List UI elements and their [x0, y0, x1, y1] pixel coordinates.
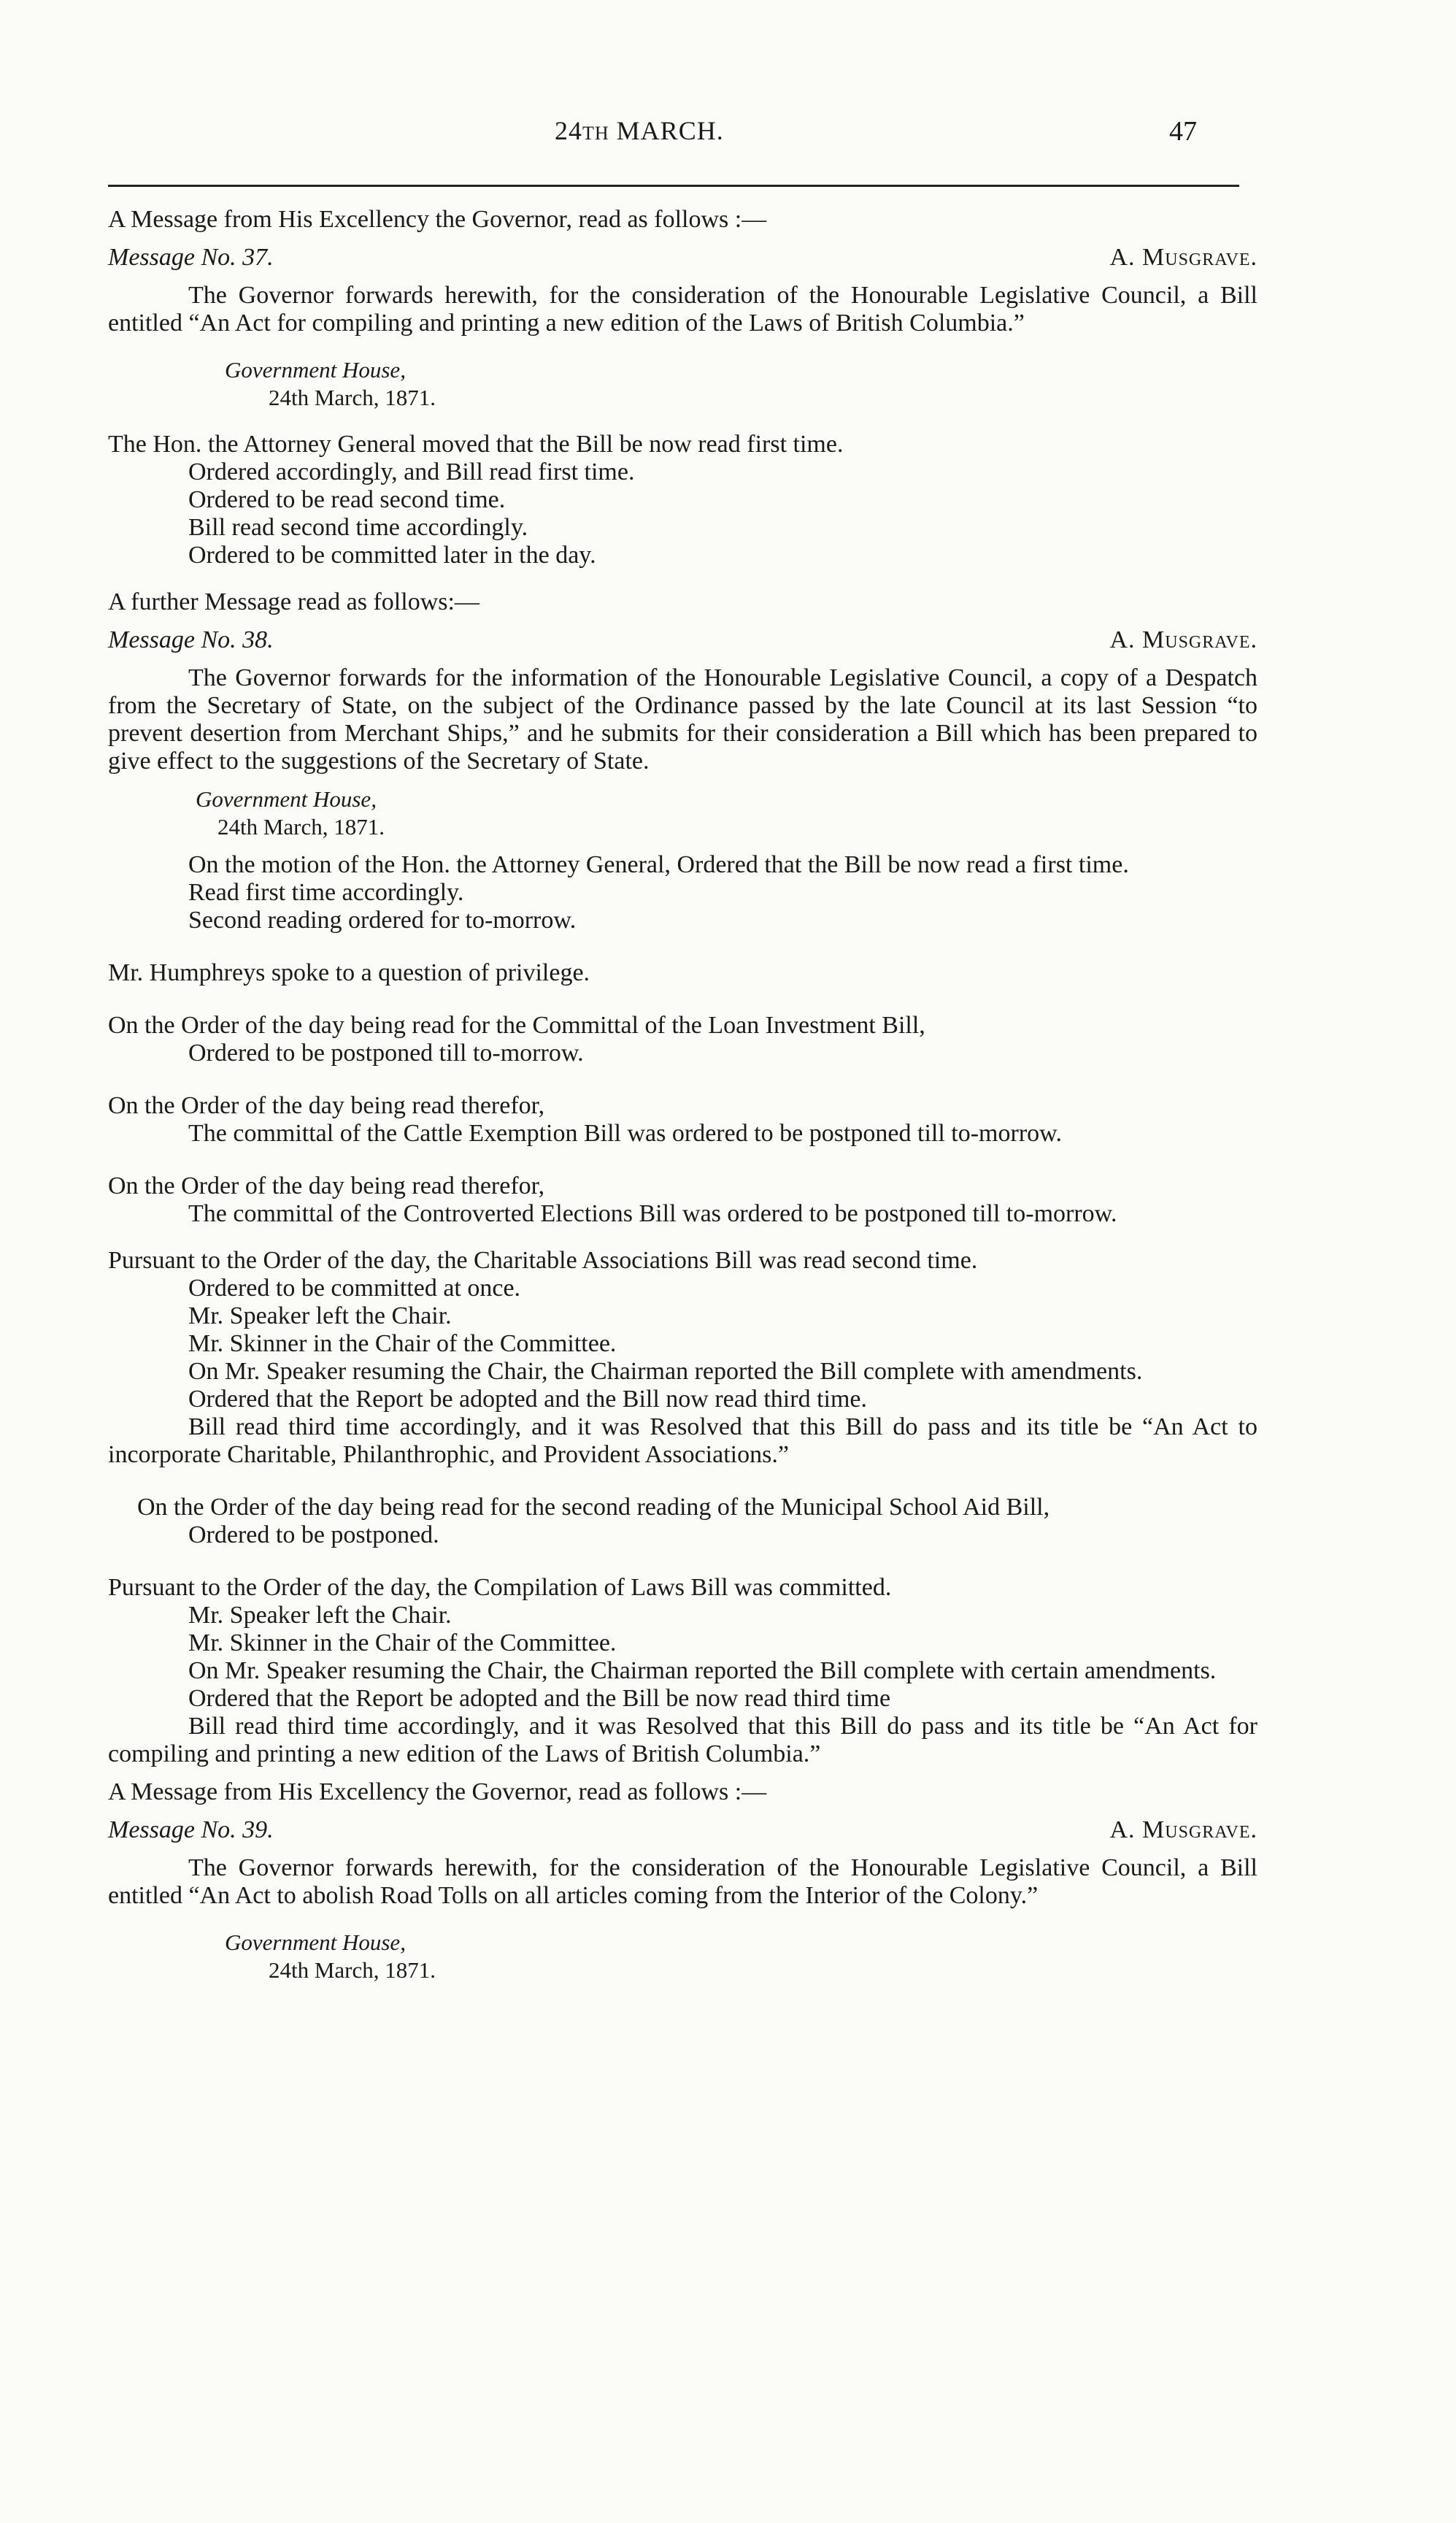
proceeding-line: Ordered to be committed later in the day. — [188, 542, 596, 569]
message-date: 24th March, 1871. — [217, 814, 385, 840]
proceeding-body: The committal of the Cattle Exemption Bill was ordered to be postponed till to-morrow. — [188, 1120, 1062, 1147]
proceeding-body: On Mr. Speaker resuming the Chair, the Chairman reported the Bill complete with certain amendments. — [188, 1657, 1217, 1684]
proceeding-entry: On the Order of the day being read therefor, — [108, 1172, 545, 1199]
motion-text: The Hon. the Attorney General moved that the Bill be now read first time. — [108, 431, 844, 458]
message-body: The Governor forwards for the information of the Honourable Legislative Council, a copy of a Despatch from the Secretary of State, on the subject of the Ordinance passed by the late Council at its last Session “to prevent desertion from Merchant Ships,” and he submits for their consideration a Bill which has been prepared to give effect to the suggestions of the Secretary of State. — [108, 664, 1257, 775]
running-head — [0, 115, 1456, 152]
proceeding-line: Mr. Speaker left the Chair. — [188, 1302, 452, 1329]
proceeding-body: Bill read third time accordingly, and it was Resolved that this Bill do pass and its title be “An Act to incorporate Charitable, Philanthrophic, and Provident Associations.” — [108, 1413, 1257, 1468]
proceeding-line: Read first time accordingly. — [188, 879, 464, 906]
proceeding-entry: On the Order of the day being read therefor, — [108, 1092, 545, 1119]
message-date: 24th March, 1871. — [269, 385, 436, 410]
proceeding-line: Mr. Skinner in the Chair of the Committee. — [188, 1629, 617, 1656]
message-body: The Governor forwards herewith, for the consideration of the Honourable Legislative Council, a Bill entitled “An Act for compiling and printing a new edition of the Laws of British Columbia.” — [108, 282, 1257, 337]
proceeding-entry: Pursuant to the Order of the day, the Compilation of Laws Bill was committed. — [108, 1574, 892, 1601]
proceeding-line: Ordered that the Report be adopted and the Bill now read third time. — [188, 1386, 868, 1413]
header-rule — [108, 185, 1239, 187]
proceeding-line: Ordered to be postponed. — [188, 1521, 439, 1548]
page-number: 47 — [1169, 116, 1197, 147]
proceeding-entry: On the Order of the day being read for the Committal of the Loan Investment Bill, — [108, 1012, 925, 1039]
proceeding-line: Ordered accordingly, and Bill read first time. — [188, 458, 635, 485]
proceeding-line: Ordered to be read second time. — [188, 486, 506, 513]
proceeding-line: Mr. Speaker left the Chair. — [188, 1602, 452, 1629]
signatory: A. Musgrave. — [1109, 1816, 1257, 1843]
message-intro: A further Message read as follows:— — [108, 588, 479, 615]
proceeding-entry: Pursuant to the Order of the day, the Charitable Associations Bill was read second time. — [108, 1247, 978, 1274]
proceeding-line: Ordered that the Report be adopted and the Bill be now read third time — [188, 1685, 891, 1712]
message-header — [108, 244, 1257, 272]
proceeding-line: Bill read second time accordingly. — [188, 514, 528, 541]
message-body: The Governor forwards herewith, for the consideration of the Honourable Legislative Council, a Bill entitled “An Act to abolish Road Tolls on all articles coming from the Interior of the Colony.” — [108, 1854, 1257, 1909]
running-title: 24TH MARCH. — [555, 116, 724, 145]
proceeding-line: Ordered to be committed at once. — [188, 1275, 521, 1302]
motion-text: On the motion of the Hon. the Attorney General, Ordered that the Bill be now read a first time. — [188, 851, 1129, 878]
message-label: Message No. 37. — [108, 244, 274, 271]
proceeding-body: The committal of the Controverted Elections Bill was ordered to be postponed till to-morrow. — [188, 1200, 1117, 1227]
message-intro: A Message from His Excellency the Governor, read as follows :— — [108, 206, 767, 233]
message-intro: A Message from His Excellency the Governor, read as follows :— — [108, 1778, 767, 1805]
proceeding-entry: Mr. Humphreys spoke to a question of privilege. — [108, 959, 590, 986]
message-label: Message No. 38. — [108, 626, 274, 653]
message-place: Government House, — [225, 357, 406, 383]
message-place: Government House, — [225, 1929, 406, 1955]
journal-content — [108, 206, 1257, 1984]
message-place: Government House, — [196, 786, 377, 812]
message-label: Message No. 39. — [108, 1816, 274, 1843]
message-header — [108, 1816, 1257, 1844]
message-header — [108, 626, 1257, 654]
message-date: 24th March, 1871. — [269, 1957, 436, 1983]
signatory: A. Musgrave. — [1109, 244, 1257, 271]
proceeding-line: Mr. Skinner in the Chair of the Committee. — [188, 1330, 617, 1357]
proceeding-entry: On the Order of the day being read for the second reading of the Municipal School Aid Bill, — [137, 1494, 1050, 1521]
proceeding-body: On Mr. Speaker resuming the Chair, the Chairman reported the Bill complete with amendments. — [188, 1358, 1143, 1385]
signatory: A. Musgrave. — [1109, 626, 1257, 653]
proceeding-body: Bill read third time accordingly, and it was Resolved that this Bill do pass and its title be “An Act for compiling and printing a new edition of the Laws of British Columbia.” — [108, 1713, 1257, 1767]
proceeding-line: Ordered to be postponed till to-morrow. — [188, 1040, 584, 1067]
proceeding-line: Second reading ordered for to-morrow. — [188, 907, 577, 934]
